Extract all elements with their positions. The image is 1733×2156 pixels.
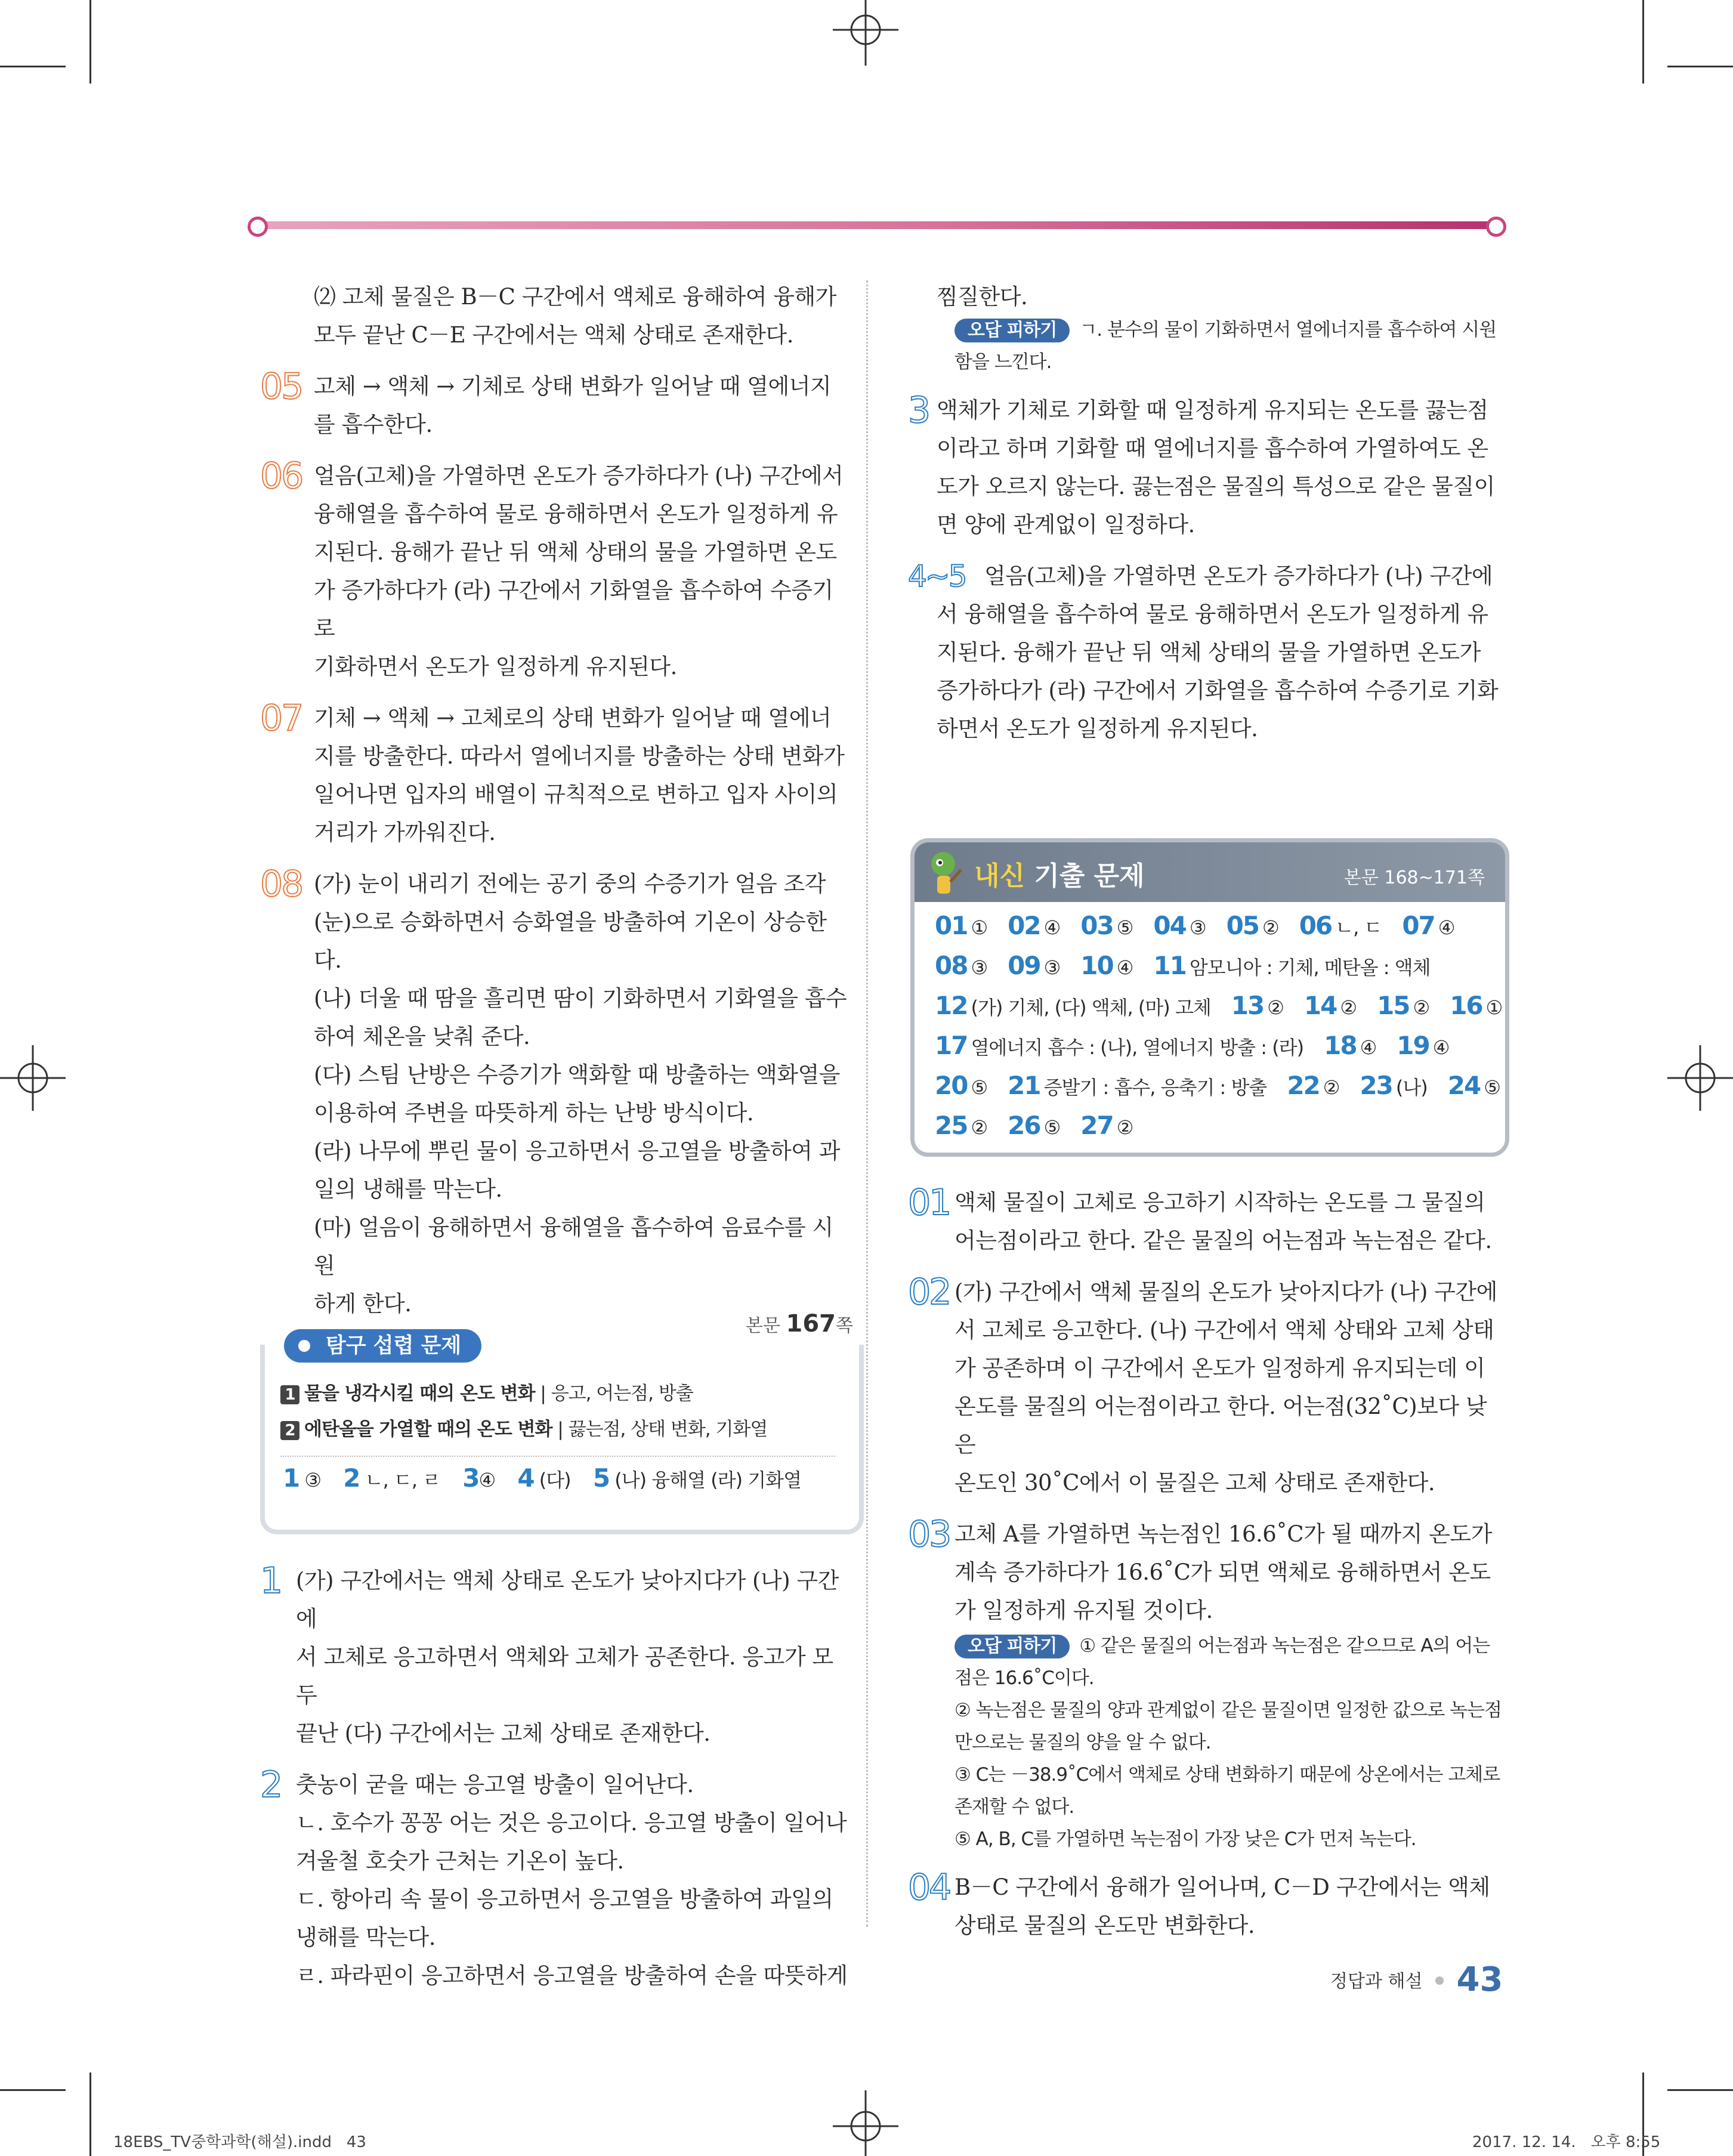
exam-answer-value: ⑤ [1116,916,1133,939]
text-line: 하게 한다. [314,1291,412,1317]
text-line: 가 일정하게 유지될 것이다. [954,1598,1213,1623]
topic-keywords: 응고, 어는점, 방출 [551,1383,693,1404]
text-line: 모두 끝난 C－E 구간에서는 액체 상태로 존재한다. [314,322,794,348]
item-number: 01 [908,1182,950,1224]
exam-answer-number: 09 [1008,951,1040,980]
character-icon [919,846,967,900]
note-line: ③ C는 －38.9˚C에서 액체로 상태 변화하기 때문에 상온에서는 고체로 [954,1764,1500,1786]
item-number: 4~5 [908,559,966,594]
note-line: 존재할 수 없다. [954,1796,1074,1818]
exam-answer-number: 27 [1080,1111,1113,1140]
text-line: 거리가 가까워진다. [314,820,496,845]
exam-title-accent: 내신 [974,861,1025,891]
exam-answer-number: 06 [1299,911,1332,940]
inquiry-topics [280,1376,835,1499]
inquiry-topic: 1 물을 냉각시킬 때의 온도 변화 | 응고, 어는점, 방출 [280,1376,835,1411]
exam-answer-value: (나) [1395,1076,1428,1099]
text-line: 가 증가하다가 (라) 구간에서 기화열을 흡수하여 수증기로 [314,577,833,641]
text-line: 가 공존하며 이 구간에서 온도가 일정하게 유지되는데 이 [954,1355,1485,1381]
answer-item-07 [262,699,853,852]
exam-answer-value: ⑤ [1484,1076,1500,1099]
exam-answer-number: 07 [1402,911,1435,940]
inquiry-separator [280,1456,835,1457]
item-number: 06 [260,455,302,497]
exam-answer-number: 24 [1447,1071,1481,1100]
exam-answer-row [935,947,1505,987]
answer-number: 5 [592,1463,610,1493]
answer-number: 4 [517,1463,534,1493]
exam-answer-value: ④ [1043,916,1061,939]
exam-answer-number: 01 [935,911,968,940]
exam-title [974,854,1145,892]
text-line: ㄴ. 호수가 꽁꽁 어는 것은 응고이다. 응고열 방출이 일어나 [296,1810,847,1836]
print-file-info: 18EBS_TV중학과학(해설).indd 43 [113,2133,366,2151]
header-bar [248,217,1506,233]
note-line: ㄱ. 분수의 물이 기화하면서 열에너지를 흡수하여 시원 [1079,319,1497,341]
answer-number: 3 [462,1463,479,1493]
text-line: 온도를 물질의 어는점이라고 한다. 어는점(32˚C)보다 낮은 [954,1394,1487,1457]
text-line: 지된다. 융해가 끝난 뒤 액체 상태의 물을 가열하면 온도 [314,539,837,565]
registration-mark [1667,1045,1733,1111]
text-line: 하여 체온을 낮춰 준다. [314,1024,530,1049]
note-line: 점은 16.6˚C이다. [954,1667,1094,1689]
exam-answer-value: ② [1116,1116,1133,1139]
exam-answer-row [935,1027,1505,1067]
exam-answer-value: ② [1262,916,1279,939]
text-line: 일의 냉해를 막는다. [314,1176,502,1202]
exam-answer-number: 16 [1450,991,1482,1020]
exam-answer-value: ② [1267,996,1284,1019]
exam-answer-number: 05 [1226,911,1259,940]
exam-answer-number: 12 [935,991,968,1020]
exam-answer-value: ④ [1360,1036,1377,1059]
inquiry-page-ref [746,1310,853,1338]
page-ref-number: 167 [786,1310,836,1338]
text-line: (가) 구간에서는 액체 상태로 온도가 낮아지다가 (나) 구간에 [296,1568,839,1632]
header-bar-dot-left [248,217,268,237]
crop-mark [1667,2089,1733,2091]
exam-answer-value: ② [1340,996,1357,1019]
exam-answer-row [935,1067,1505,1107]
item-number: 08 [260,863,302,905]
answer-value: (나) 융해열 (라) 기화열 [614,1469,801,1491]
bullet-icon [298,1340,310,1352]
note-line: ② 녹는점은 물질의 양과 관계없이 같은 물질이면 일정한 값으로 녹는점 [954,1700,1502,1721]
text-line: 얼음(고체)을 가열하면 온도가 증가하다가 (나) 구간에서 [314,463,844,489]
topic-title: 물을 냉각시킬 때의 온도 변화 [304,1383,535,1404]
registration-mark [833,0,898,66]
right-lower-column [908,1182,1503,1945]
text-line: ㄹ. 파라핀이 응고하면서 응고열을 방출하여 손을 따뜻하게 [296,1963,848,1988]
exam-answer-value: ④ [1438,916,1455,939]
text-line: (다) 스팀 난방은 수증기가 액화할 때 방출하는 액화열을 [314,1062,841,1088]
inquiry-topic: 2 에탄올을 가열할 때의 온도 변화 | 끓는점, 상태 변화, 기화열 [280,1411,835,1447]
answer-value: ㄴ, ㄷ, ㄹ [364,1469,441,1491]
exam-page-ref: 본문 168~171쪽 [1343,867,1485,888]
exam-answer-number: 23 [1360,1071,1392,1100]
exam-box-header [915,842,1505,902]
header-bar-dot-right [1486,217,1506,237]
item-number: 07 [260,697,302,739]
text-line: (라) 나무에 뿌린 물이 응고하면서 응고열을 방출하여 과 [314,1138,841,1164]
exam-answer-number: 26 [1008,1111,1040,1140]
text-line: 얼음(고체)을 가열하면 온도가 증가하다가 (나) 구간에 [984,563,1493,589]
text-line: 서 융해열을 흡수하여 물로 융해하면서 온도가 일정하게 유 [937,601,1488,627]
text-line: 냉해를 막는다. [296,1925,435,1950]
page-ref-suffix: 쪽 [836,1315,853,1336]
exam-answer-rows [915,902,1505,1147]
text-line: 기체 → 액체 → 고체로의 상태 변화가 일어날 때 열에너 [314,705,832,731]
exam-answer-row [935,907,1505,947]
column-divider [866,280,868,1927]
topic-number: 2 [280,1421,299,1440]
text-line: 지를 방출한다. 따라서 열에너지를 방출하는 상태 변화가 [314,743,845,769]
exam-answer-value: ③ [971,956,988,979]
text-line: 액체 물질이 고체로 응고하기 시작하는 온도를 그 물질의 [954,1190,1485,1215]
footer-dot [1435,1976,1444,1985]
page-footer [1330,1960,1503,1999]
exam-answer-value: ⑤ [971,1076,988,1099]
exam-answer-number: 19 [1397,1031,1429,1060]
exam-answer-value: ② [1413,996,1430,1019]
crop-mark [1642,0,1644,84]
expl-item-1 [262,1562,853,1753]
topic-keywords: 끓는점, 상태 변화, 기화열 [568,1419,768,1440]
answer-item-06 [262,457,853,686]
exam-answer-value: ④ [1432,1036,1450,1059]
note-line: ⑤ A, B, C를 가열하면 녹는점이 가장 낮은 C가 먼저 녹는다. [954,1828,1416,1850]
text-line: 끝난 (다) 구간에서는 고체 상태로 존재한다. [296,1721,711,1746]
text-line: 이라고 하며 기화할 때 열에너지를 흡수하여 가열하여도 온 [937,435,1488,461]
crop-mark [0,66,66,67]
item-number: 1 [260,1560,282,1602]
wrong-answer-label: 오답 피하기 [954,1635,1070,1658]
text-line: 고체 A를 가열하면 녹는점인 16.6˚C가 될 때까지 온도가 [954,1521,1492,1547]
wrong-answer-note-2 [913,1630,1503,1855]
item-number: 04 [908,1867,950,1908]
exam-answer-number: 02 [1008,911,1040,940]
exam-answer-number: 11 [1153,951,1186,980]
text-line: 온도인 30˚C에서 이 물질은 고체 상태로 존재한다. [954,1470,1435,1496]
continued-text [913,278,1503,316]
answer-number: 1 [283,1463,299,1493]
text-line: (눈)으로 승화하면서 승화열을 방출하여 기온이 상승한다. [314,909,827,973]
crop-mark [0,2089,66,2091]
text-line: 하면서 온도가 일정하게 유지된다. [937,716,1258,742]
exam-answer-value: ② [971,1116,988,1139]
footer-label: 정답과 해설 [1330,1971,1423,1992]
text-line: (가) 구간에서 액체 물질의 온도가 낮아지다가 (나) 구간에 [954,1279,1497,1305]
text-line: 어는점이라고 한다. 같은 물질의 어는점과 녹는점은 같다. [954,1228,1492,1253]
topic-title: 에탄올을 가열할 때의 온도 변화 [304,1419,552,1440]
inquiry-title: 탐구 섭렵 문제 [326,1334,462,1358]
exam-answer-number: 13 [1231,991,1264,1020]
text-line: 일어나면 입자의 배열이 규칙적으로 변하고 입자 사이의 [314,782,838,807]
answer-item-08 [262,865,853,1323]
page-number: 43 [1456,1960,1503,1999]
answer-item-05 [262,367,853,444]
item-number: 02 [908,1271,950,1313]
answer-item-4-5 [908,557,1503,748]
intro-text [262,278,853,354]
text-line: 춧농이 굳을 때는 응고열 방출이 일어난다. [296,1772,694,1797]
text-line: 액체가 기체로 기화할 때 일정하게 유지되는 온도를 끓는점 [937,397,1488,423]
item-number: 03 [908,1513,950,1555]
text-line: 서 고체로 응고한다. (나) 구간에서 액체 상태와 고체 상태 [954,1317,1494,1343]
exam-answer-value: (가) 기체, (다) 액체, (마) 고체 [971,996,1211,1019]
expl-item-03 [908,1513,1503,1630]
exam-title-main: 기출 문제 [1034,861,1145,891]
exam-answer-number: 10 [1080,951,1113,980]
crop-mark [89,0,91,84]
header-bar-line [260,221,1494,229]
note-line: 만으로는 물질의 양을 알 수 없다. [954,1732,1211,1753]
exam-answers-box [910,838,1509,1157]
expl-item-02 [908,1271,1503,1502]
text-line: B－C 구간에서 융해가 일어나며, C－D 구간에서는 액체 [954,1874,1490,1900]
text-line: 를 흡수한다. [314,412,433,437]
exam-answer-value: ③ [1189,916,1206,939]
answer-item-3 [908,390,1503,544]
exam-answer-value: ④ [1116,956,1133,979]
answer-value: ③ [304,1469,322,1491]
exam-answer-number: 22 [1287,1071,1320,1100]
text-line: 융해열을 흡수하여 물로 융해하면서 온도가 일정하게 유 [314,501,838,527]
item-number: 3 [908,390,929,431]
text-line: 찜질한다. [937,284,1028,310]
right-column [908,278,1503,748]
text-line: 고체 → 액체 → 기체로 상태 변화가 일어날 때 열에너지 [314,373,832,399]
note-line: 함을 느낀다. [954,351,1052,373]
expl-item-2 [262,1766,853,1995]
registration-mark [833,2090,898,2156]
exam-answer-value: ② [1323,1076,1340,1099]
exam-answer-row [935,1107,1505,1147]
text-line: ㄷ. 항아리 속 물이 응고하면서 응고열을 방출하여 과일의 [296,1886,833,1912]
text-line: 서 고체로 응고하면서 액체와 고체가 공존한다. 응고가 모두 [296,1644,833,1708]
text-line: 지된다. 융해가 끝난 뒤 액체 상태의 물을 가열하면 온도가 [937,640,1481,665]
answer-number: 2 [343,1463,360,1493]
answer-value: (다) [539,1469,571,1491]
text-line: 계속 증가하다가 16.6˚C가 되면 액체로 융해하면서 온도 [954,1559,1491,1585]
text-line: 겨울철 호숫가 근처는 기온이 높다. [296,1848,624,1874]
exam-answer-number: 18 [1324,1031,1357,1060]
exam-answer-value: 암모니아 : 기체, 메탄올 : 액체 [1189,956,1431,979]
exam-answer-number: 21 [1008,1071,1040,1100]
inquiry-answers [280,1459,835,1499]
exam-answer-number: 15 [1377,991,1410,1020]
exam-answer-number: 17 [935,1031,968,1060]
exam-answer-value: ⑤ [1043,1116,1061,1139]
exam-answer-row [935,987,1505,1027]
page-ref-prefix: 본문 [746,1315,780,1336]
exam-answer-value: ① [1485,996,1503,1019]
exam-answer-number: 03 [1080,911,1113,940]
text-line: 기화하면서 온도가 일정하게 유지된다. [314,654,677,679]
expl-item-04 [908,1867,1503,1945]
text-line: 증가하다가 (라) 구간에서 기화열을 흡수하여 수증기로 기화 [937,678,1499,703]
wrong-answer-note [913,314,1503,378]
answer-value: ④ [478,1469,496,1491]
item-number: 05 [260,366,302,407]
exam-answer-number: 14 [1303,991,1337,1020]
print-timestamp: 2017. 12. 14. 오후 8:55 [1472,2133,1661,2151]
crop-mark [1667,66,1733,67]
text-line: (나) 더울 때 땀을 흘리면 땀이 기화하면서 기화열을 흡수 [314,986,847,1011]
text-line: 이용하여 주변을 따뜻하게 하는 난방 방식이다. [314,1100,754,1126]
text-line: 상태로 물질의 온도만 변화한다. [954,1913,1255,1938]
left-column [262,278,853,1323]
note-line: ① 같은 물질의 어는점과 녹는점은 같으므로 A의 어는 [1079,1635,1490,1657]
inquiry-title-tag [284,1329,481,1363]
exam-answer-value: ③ [1043,956,1061,979]
text-line: ⑵ 고체 물질은 B－C 구간에서 액체로 융해하여 융해가 [314,284,836,310]
exam-answer-value: ① [971,916,988,939]
exam-answer-number: 25 [935,1111,968,1140]
exam-answer-number: 08 [935,951,968,980]
registration-mark [0,1045,66,1111]
expl-item-01 [908,1182,1503,1260]
wrong-answer-label: 오답 피하기 [954,319,1070,342]
topic-number: 1 [280,1385,299,1404]
exam-answer-value: ㄴ, ㄷ [1335,916,1382,939]
exam-answer-value: 증발기 : 흡수, 응축기 : 방출 [1043,1076,1267,1099]
exam-answer-value: 열에너지 흡수 : (나), 열에너지 방출 : (라) [971,1036,1304,1059]
text-line: 면 양에 관계없이 일정하다. [937,512,1195,538]
text-line: 도가 오르지 않는다. 끓는점은 물질의 특성으로 같은 물질이 [937,474,1495,499]
exam-answer-number: 04 [1153,911,1186,940]
exam-answer-number: 20 [935,1071,968,1100]
text-line: (마) 얼음이 융해하면서 융해열을 흡수하여 음료수를 시원 [314,1215,833,1278]
crop-mark [89,2072,91,2156]
text-line: (가) 눈이 내리기 전에는 공기 중의 수증기가 얼음 조각 [314,871,826,897]
item-number: 2 [260,1764,282,1806]
left-lower-column [262,1562,853,1995]
